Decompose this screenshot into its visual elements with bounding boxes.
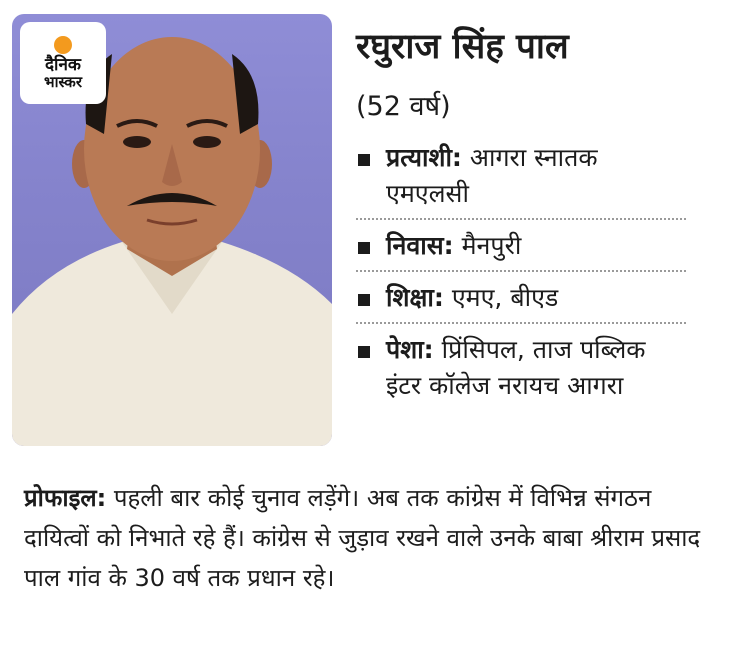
divider xyxy=(356,270,686,272)
bullet-icon xyxy=(358,242,370,254)
detail-value: आगरा स्नातक एमएलसी xyxy=(386,143,598,208)
detail-label: शिक्षा: xyxy=(386,283,444,312)
detail-residence xyxy=(356,228,686,264)
detail-education xyxy=(356,280,686,316)
divider xyxy=(356,322,686,324)
detail-list xyxy=(356,140,686,404)
detail-value: एमए, बीएड xyxy=(451,283,559,312)
bullet-icon xyxy=(358,154,370,166)
candidate-photo xyxy=(12,14,332,446)
detail-label: निवास: xyxy=(386,231,454,260)
logo-line-2: भास्कर xyxy=(44,72,82,91)
bullet-icon xyxy=(358,346,370,358)
logo-line-1: दैनिक xyxy=(45,54,81,75)
profile-label: प्रोफाइल: xyxy=(24,484,107,512)
detail-value: मैनपुरी xyxy=(461,231,522,260)
detail-candidacy xyxy=(356,140,686,212)
profile-text: पहली बार कोई चुनाव लड़ेंगे। अब तक कांग्रेस में विभिन्न संगठन दायित्वों को निभाते रहे हैं। कांग्रेस से जुड़ाव रखने वाले उनके बाबा श्रीराम प्रसाद पाल गांव के 30 वर्ष तक प्रधान रहे। xyxy=(24,484,701,592)
detail-value: प्रिंसिपल, ताज पब्लिक इंटर कॉलेज नरायच आगरा xyxy=(386,335,646,400)
detail-label: प्रत्याशी: xyxy=(386,143,462,172)
dainik-bhaskar-logo xyxy=(20,22,106,104)
profile-paragraph xyxy=(24,478,714,598)
candidate-name: रघुराज सिंह पाल xyxy=(356,27,569,67)
bullet-icon xyxy=(358,294,370,306)
divider xyxy=(356,218,686,220)
sun-icon xyxy=(54,36,72,54)
detail-profession xyxy=(356,332,686,404)
candidate-age: (52 वर्ष) xyxy=(356,91,451,122)
detail-label: पेशा: xyxy=(386,335,434,364)
